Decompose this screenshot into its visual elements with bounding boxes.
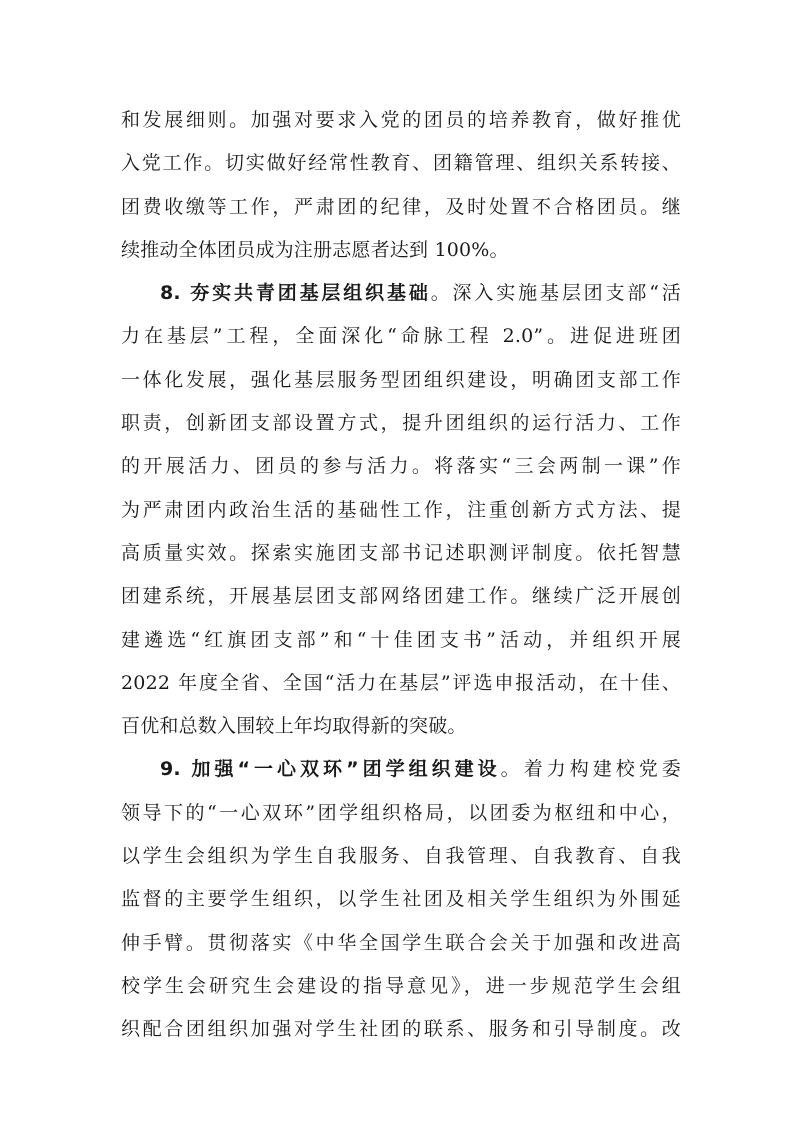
- text-line: 伸手臂。贯彻落实《中华全国学生联合会关于加强和改进高: [121, 931, 681, 954]
- text-line: 团费收缴等工作，严肃团的纪律，及时处置不合格团员。继: [121, 195, 681, 218]
- text-line: 和发展细则。加强对要求入党的团员的培养教育，做好推优: [121, 109, 681, 131]
- text-line: 监督的主要学生组织，以学生社团及相关学生组织为外围延: [121, 888, 681, 911]
- text-line: 的开展活力、团员的参与活力。将落实“三会两制一课”作: [121, 455, 681, 478]
- section-8-first-line: [121, 272, 681, 315]
- text-line: 入党工作。切实做好经常性教育、团籍管理、组织关系转接、: [121, 152, 681, 175]
- text-line: 为严肃团内政治生活的基础性工作，注重创新方式方法、提: [121, 498, 681, 521]
- section-8-heading: 8. 夯实共青团基层组织基础: [160, 282, 431, 305]
- text-line: 校学生会研究生会建设的指导意见》，进一步规范学生会组: [121, 974, 681, 997]
- section-9-first-line-text: 。着力构建校党委: [500, 758, 681, 781]
- text-line: 团建系统，开展基层团支部网络团建工作。继续广泛开展创: [121, 585, 681, 608]
- section-9-first-line: [121, 748, 681, 791]
- body-text: [121, 99, 681, 1052]
- text-line: 领导下的“一心双环”团学组织格局，以团委为枢纽和中心，: [121, 801, 681, 824]
- text-line: 职责，创新团支部设置方式，提升团组织的运行活力、工作: [121, 412, 681, 435]
- section-8-first-line-text: 。深入实施基层团支部“活: [430, 282, 681, 305]
- text-line: 力在基层”工程，全面深化“命脉工程 2.0”。进促进班团: [121, 325, 681, 348]
- text-line: 高质量实效。探索实施团支部书记述职测评制度。依托智慧: [121, 541, 681, 564]
- text-line: 2022 年度全省、全国“活力在基层”评选申报活动，在十佳、: [121, 671, 681, 694]
- text-line: 织配合团组织加强对学生社团的联系、服务和引导制度。改: [121, 1018, 681, 1041]
- section-9-heading: 9. 加强“一心双环”团学组织建设: [160, 758, 501, 781]
- text-line: 以学生会组织为学生自我服务、自我管理、自我教育、自我: [121, 845, 681, 868]
- text-line: 续推动全体团员成为注册志愿者达到 100%。: [121, 238, 509, 261]
- text-line: 建遴选“红旗团支部”和“十佳团支书”活动，并组织开展: [121, 628, 681, 651]
- text-line: 百优和总数入围较上年均取得新的突破。: [121, 715, 467, 738]
- text-line: 一体化发展，强化基层服务型团组织建设，明确团支部工作: [121, 368, 681, 391]
